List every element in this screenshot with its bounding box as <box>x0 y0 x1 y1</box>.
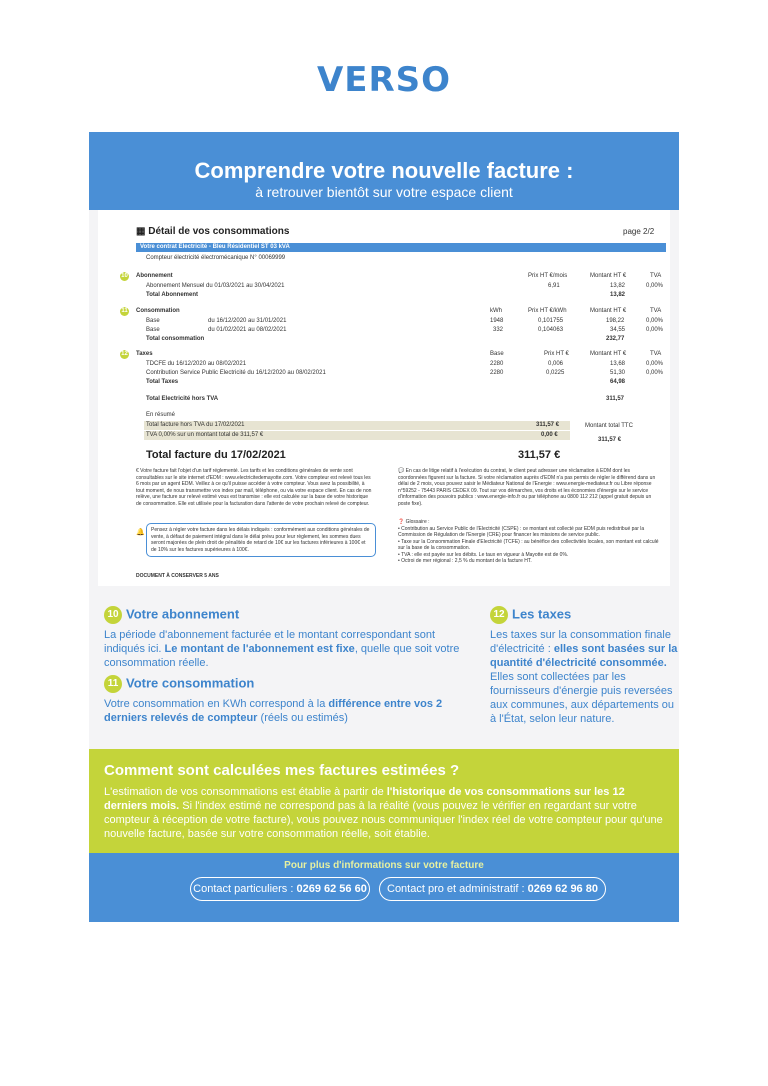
consommation-badge: 11 <box>104 675 122 693</box>
note-right: En cas de litige relatif à l'exécution du contrat, le client peut adresser une réclamation à EDM dont les coordonnées figurent sur la facture. Si votre réclamation auprès d'EDM n'a pas permis de régler le différend dans un délai de 2 mois, vous pouvez saisir le Médiateur National de l'Energie : www.energie-mediateur.fr ou Libre réponse n°59252 - 75443 PARIS CEDEX 09. Tout sur vos démarches, vos droits et les économies d'énergie sur le service d'information des pouvoirs publics : www.energie-info.fr ou par téléphone au 0800 112 212 (appel gratuit depuis un poste fixe). <box>398 468 656 507</box>
table-cell: 0,101755 <box>538 318 564 324</box>
estimates-text: L'estimation de vos consommations est établie à partir de <box>104 786 387 798</box>
section-text: (réels ou estimés) <box>257 712 348 724</box>
table-cell: 0,006 <box>548 361 564 367</box>
taxes-badge: 12 <box>490 606 508 624</box>
table-cell: 0,00% <box>646 361 664 367</box>
contract-bar <box>136 243 666 252</box>
section-title: Votre consommation <box>126 675 255 691</box>
contract-label: Votre contrat Electricité - Bleu Résidentiel ST 03 kVA <box>140 244 290 250</box>
col-header: Montant HT € <box>590 351 627 357</box>
col-header: TVA <box>650 273 662 279</box>
abonnement-tva: 0,00% <box>646 283 664 289</box>
table-cell: Base <box>146 318 160 324</box>
hero-subtitle: à retrouver bientôt sur votre espace client <box>255 184 513 200</box>
section-taxes <box>490 606 678 726</box>
table-cell: 0,0225 <box>546 370 565 376</box>
hero-banner <box>89 132 679 210</box>
meter-label: Compteur électricité électromécanique N° 00069999 <box>146 255 286 261</box>
contact-label: Contact particuliers : <box>193 883 297 895</box>
table-cell: 2280 <box>490 361 504 367</box>
ttc-value: 311,57 € <box>598 437 622 443</box>
contact-pro-button[interactable] <box>379 877 606 901</box>
taxes-total-label: Total Taxes <box>146 379 179 385</box>
glossaire-item: • Contribution au Service Public de l'Electricité (CSPE) : ce montant est collecté par EDM puis redistribué par la Commission de Régulation de l'Energie (CRE) pour financer les missions de service public. <box>398 525 645 538</box>
col-header: kWh <box>490 308 502 314</box>
consommation-total: 232,77 <box>606 336 625 342</box>
invoice-heading: Détail de vos consommations <box>148 226 290 237</box>
contact-label: Contact pro et administratif : <box>387 883 528 895</box>
abonnement-badge: 10 <box>104 606 122 624</box>
section-text-bold: différence entre vos 2 derniers relevés de compteur <box>104 698 443 724</box>
bell-icon: 🔔 <box>136 529 145 536</box>
col-header: Prix HT €/mois <box>528 273 568 279</box>
consommation-label: Consommation <box>136 308 180 314</box>
estimates-section <box>89 749 679 853</box>
section-consommation <box>104 675 469 725</box>
table-cell: du 01/02/2021 au 08/02/2021 <box>208 327 287 333</box>
glossaire-text: Contribution au Service Public de l'Electricité (CSPE) : ce montant est collecté par EDM puis redistribué par la Commission de Régulation de l'Energie (CRE) pour financer les missions de service public. <box>398 525 645 538</box>
col-header: Prix HT €/kWh <box>528 308 567 314</box>
abonnement-total-label: Total Abonnement <box>146 292 198 298</box>
table-cell: TDCFE du 16/12/2020 au 08/02/2021 <box>146 361 247 367</box>
table-cell: 332 <box>493 327 504 333</box>
section-text: Les taxes sur la consommation finale d'électricité : <box>490 629 671 655</box>
glossaire-text: Octroi de mer régional : 2,5 % du montant de la facture HT. <box>401 558 532 564</box>
table-cell: 0,00% <box>646 370 664 376</box>
col-header: Base <box>490 351 504 357</box>
section-title: Votre abonnement <box>126 606 240 622</box>
resume-row-value: 0,00 € <box>541 432 558 438</box>
euro-icon: € <box>136 468 141 474</box>
contact-particuliers-button[interactable] <box>190 877 370 901</box>
glossaire-item: • Taxe sur la Consommation Finale d'Electricité (TCFE) : au bénéfice des collectivités locales, son montant est calculé sur la base de la consommation. <box>398 538 659 551</box>
table-cell: 1948 <box>490 318 504 324</box>
table-cell: 51,30 <box>610 370 626 376</box>
glossaire-title: Glossaire : <box>405 519 430 525</box>
consommation-total-label: Total consommation <box>146 336 205 342</box>
table-cell: 2280 <box>490 370 504 376</box>
contact-phone: 0269 62 96 80 <box>527 883 598 895</box>
glossaire-item: • Octroi de mer régional : 2,5 % du montant de la facture HT. <box>398 558 532 564</box>
resume-label: En résumé <box>146 412 176 418</box>
glossaire-item: • TVA : elle est payée sur les débits. Le taux en vigueur à Mayotte est de 0%. <box>398 551 569 558</box>
section-text-bold: Le montant de l'abonnement est fixe <box>164 643 355 655</box>
calendar-icon: ▦ <box>136 226 146 237</box>
invoice-page: page 2/2 <box>623 227 655 236</box>
glossaire-text: Taxe sur la Consommation Finale d'Electricité (TCFE) : au bénéfice des collectivités locales, son montant est calculé sur la base de la consommation. <box>398 538 659 551</box>
invoice-guide-poster <box>89 132 679 922</box>
section-text-bold: elles sont basées sur la quantité d'électricité consommée. <box>490 643 678 669</box>
speech-icon: 💬 <box>398 468 406 474</box>
table-cell: 34,55 <box>610 327 626 333</box>
col-header: TVA <box>650 308 662 314</box>
table-cell: Contribution Service Public Electricité du 16/12/2020 au 08/02/2021 <box>146 370 326 376</box>
table-cell: Base <box>146 327 160 333</box>
abonnement-price: 6,91 <box>548 283 560 289</box>
hero-title: Comprendre votre nouvelle facture : <box>194 158 574 183</box>
resume-row-label: TVA 0,00% sur un montant total de 311,57 € <box>146 432 264 438</box>
estimates-text: Si l'index estimé ne correspond pas à la réalité (vous pouvez le vérifier en regardant sur votre compteur à réception de votre facture), vous pouvez nous communiquer l'index réel de votre compteur pour qu'une nouvelle facture, basée sur votre consommation réelle, soit établie. <box>104 800 663 840</box>
abonnement-num: 10 <box>121 273 128 279</box>
section-text: , quelle que soit votre consommation réelle. <box>104 643 460 669</box>
abonnement-amount: 13,82 <box>610 283 626 289</box>
contact-heading: Pour plus d'informations sur votre facture <box>284 860 484 871</box>
col-header: TVA <box>650 351 662 357</box>
section-text: La période d'abonnement facturée et le montant correspondant sont indiqués ici. <box>104 629 436 655</box>
table-cell: 13,68 <box>610 361 626 367</box>
total-facture: 311,57 € <box>518 449 561 461</box>
doc-keep-label: DOCUMENT À CONSERVER 5 ANS <box>136 573 219 579</box>
page-label: VERSO <box>316 60 452 100</box>
contact-phone: 0269 62 56 60 <box>296 883 367 895</box>
taxes-total: 64,98 <box>610 379 626 385</box>
total-facture-label: Total facture du 17/02/2021 <box>146 449 286 461</box>
glossaire-text: TVA : elle est payée sur les débits. Le taux en vigueur à Mayotte est de 0%. <box>401 551 569 558</box>
resume-row-value: 311,57 € <box>536 422 560 428</box>
table-cell: 0,104063 <box>538 327 564 333</box>
section-abonnement <box>104 606 469 670</box>
table-cell: du 16/12/2020 au 31/01/2021 <box>208 318 287 324</box>
col-header: Montant HT € <box>590 308 627 314</box>
total-ht-label: Total Electricité hors TVA <box>146 396 219 402</box>
abonnement-total: 13,82 <box>610 292 626 298</box>
invoice-sample <box>98 210 670 586</box>
contact-section <box>89 853 679 922</box>
estimates-title: Comment sont calculées mes factures estimées ? <box>104 762 460 779</box>
note-left: Votre facture fait l'objet d'un tarif réglementé. Les tarifs et les conditions générales de vente sont consultables sur le site internet d'EDM : www.electricitedemayotte.com. Votre compteur est relevé tous les 6 mois par un agent EDM. Veillez à ce qu'il puisse accéder à votre compteur. Vous avez la possibilité, à tout moment, de nous transmettre vos index par mail, téléphone, ou via votre espace client. En cas de non relève, une facture sur relevé estimé vous est transmise : elle est calculée sur la base de votre historique de consommation. Elle est utilisée pour la facturation dans l'attente de votre prochain relevé de compteur. <box>136 468 372 507</box>
estimates-text-bold: l'historique de vos consommations sur les 12 derniers mois. <box>104 786 625 812</box>
abonnement-label: Abonnement <box>136 273 173 279</box>
col-header: Prix HT € <box>544 351 569 357</box>
question-icon: ❓ <box>398 519 406 525</box>
section-text: Votre consommation en KWh correspond à la <box>104 698 329 710</box>
total-ht: 311,57 <box>606 396 625 402</box>
taxes-label: Taxes <box>136 351 153 357</box>
section-title: Les taxes <box>512 606 572 622</box>
taxes-num: 12 <box>121 351 128 357</box>
resume-row-label: Total facture hors TVA du 17/02/2021 <box>146 422 245 428</box>
table-cell: 198,22 <box>606 318 625 324</box>
ttc-label: Montant total TTC <box>585 423 633 429</box>
table-cell: 0,00% <box>646 327 664 333</box>
abonnement-line: Abonnement Mensuel du 01/03/2021 au 30/04/2021 <box>146 283 285 289</box>
consommation-num: 11 <box>121 308 128 314</box>
col-header: Montant HT € <box>590 273 627 279</box>
table-cell: 0,00% <box>646 318 664 324</box>
payment-reminder: Pensez à régler votre facture dans les délais indiqués : conformément aux conditions générales de vente, à défaut de paiement intégral dans le délai prévu pour leur règlement, les sommes dues seront majorées de plein droit de pénalités de retard de 10€ sur les factures inférieures à 100€ et de 10% sur les factures supérieures à 100€. <box>146 523 376 557</box>
section-text: Elles sont collectées par les fournisseurs d'énergie puis reversées aux communes, aux départements ou à l'État, selon leur nature. <box>490 671 675 725</box>
